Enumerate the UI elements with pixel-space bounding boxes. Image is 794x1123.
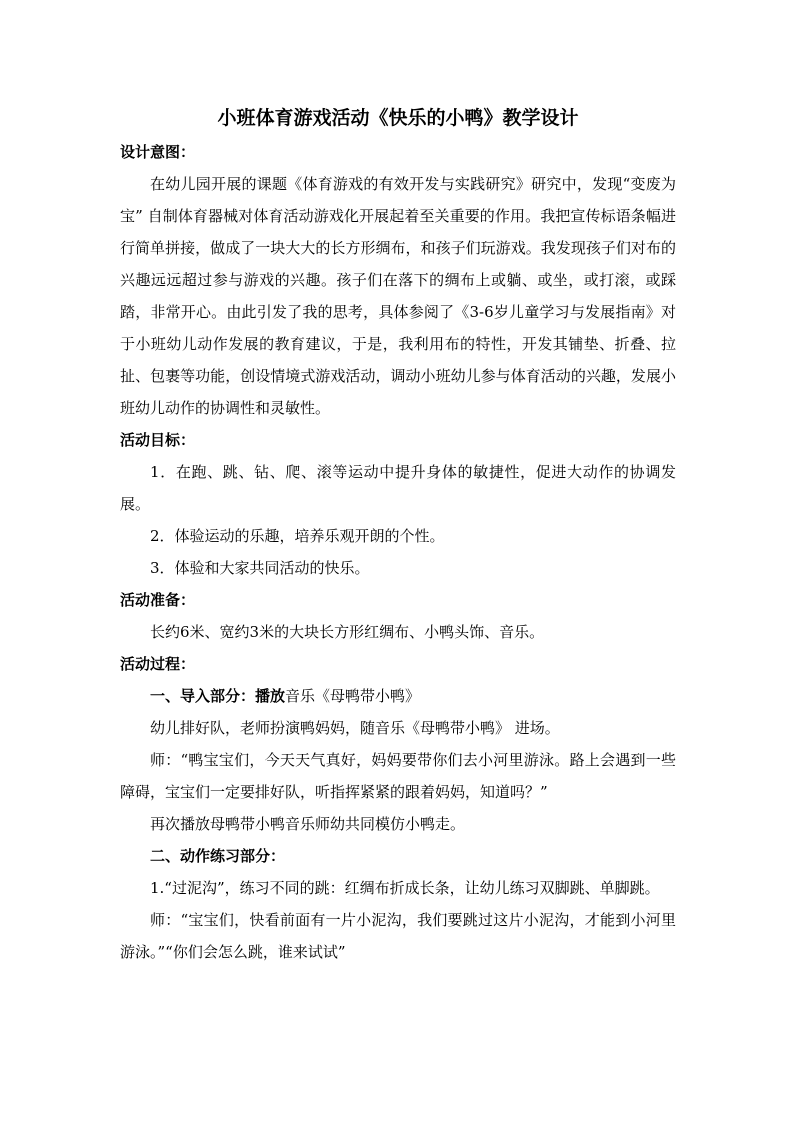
process-part1-heading xyxy=(120,680,676,712)
section-heading-goals: 活动目标： xyxy=(120,431,196,449)
process-paragraph: 幼儿排好队，老师扮演鸭妈妈，随音乐《母鸭带小鸭》 进场。 xyxy=(150,719,560,737)
goal-item: 2．体验运动的乐趣，培养乐观开朗的个性。 xyxy=(150,527,445,545)
page-title: 小班体育游戏活动《快乐的小鸭》教学设计 xyxy=(217,107,579,129)
process-part2-heading: 二、动作练习部分： xyxy=(150,847,286,865)
preparation-paragraph: 长约6米、宽约3米的大块长方形红绸布、小鸭头饰、音乐。 xyxy=(150,623,545,641)
goal-item: 3．体验和大家共同活动的快乐。 xyxy=(150,559,370,577)
section-heading-design-intent: 设计意图： xyxy=(120,143,196,161)
goal-item: 1．在跑、跳、钻、爬、滚等运动中提升身体的敏捷性，促进大动作的协调发展。 xyxy=(120,463,676,513)
process-part1-heading-bold: 一、导入部分：播放 xyxy=(150,687,286,705)
process-paragraph: 师：“宝宝们，快看前面有一片小泥沟，我们要跳过这片小泥沟，才能到小河里游泳。”“你们会怎么跳，谁来试试” xyxy=(120,911,676,961)
process-part1-heading-rest: 音乐《母鸭带小鸭》 xyxy=(285,687,421,705)
design-intent-paragraph: 在幼儿园开展的课题《体育游戏的有效开发与实践研究》研究中，发现“变废为宝” 自制体育器械对体育活动游戏化开展起着至关重要的作用。我把宣传标语条幅进行简单拼接，做成了一块大大的长方形绸布，和孩子们玩游戏。我发现孩子们对布的兴趣远远超过参与游戏的兴趣。孩子们在落下的绸布上或躺、或坐，或打滚，或踩踏，非常开心。由此引发了我的思考，具体参阅了《3-6岁儿童学习与发展指南》对于小班幼儿动作发展的教育建议，于是，我利用布的特性，开发其铺垫、折叠、拉扯、包裹等功能，创设情境式游戏活动，调动小班幼儿参与体育活动的兴趣，发展小班幼儿动作的协调性和灵敏性。 xyxy=(120,175,676,417)
document-body xyxy=(120,104,676,968)
process-paragraph: 师：“鸭宝宝们，今天天气真好，妈妈要带你们去小河里游泳。路上会遇到一些障碍，宝宝们一定要排好队，听指挥紧紧的跟着妈妈，知道吗？” xyxy=(120,751,676,801)
process-paragraph: 再次播放母鸭带小鸭音乐师幼共同模仿小鸭走。 xyxy=(150,815,466,833)
section-heading-process: 活动过程： xyxy=(120,655,196,673)
section-heading-preparation: 活动准备： xyxy=(120,591,196,609)
process-paragraph: 1.“过泥沟”，练习不同的跳：红绸布折成长条，让幼儿练习双脚跳、单脚跳。 xyxy=(150,879,660,897)
